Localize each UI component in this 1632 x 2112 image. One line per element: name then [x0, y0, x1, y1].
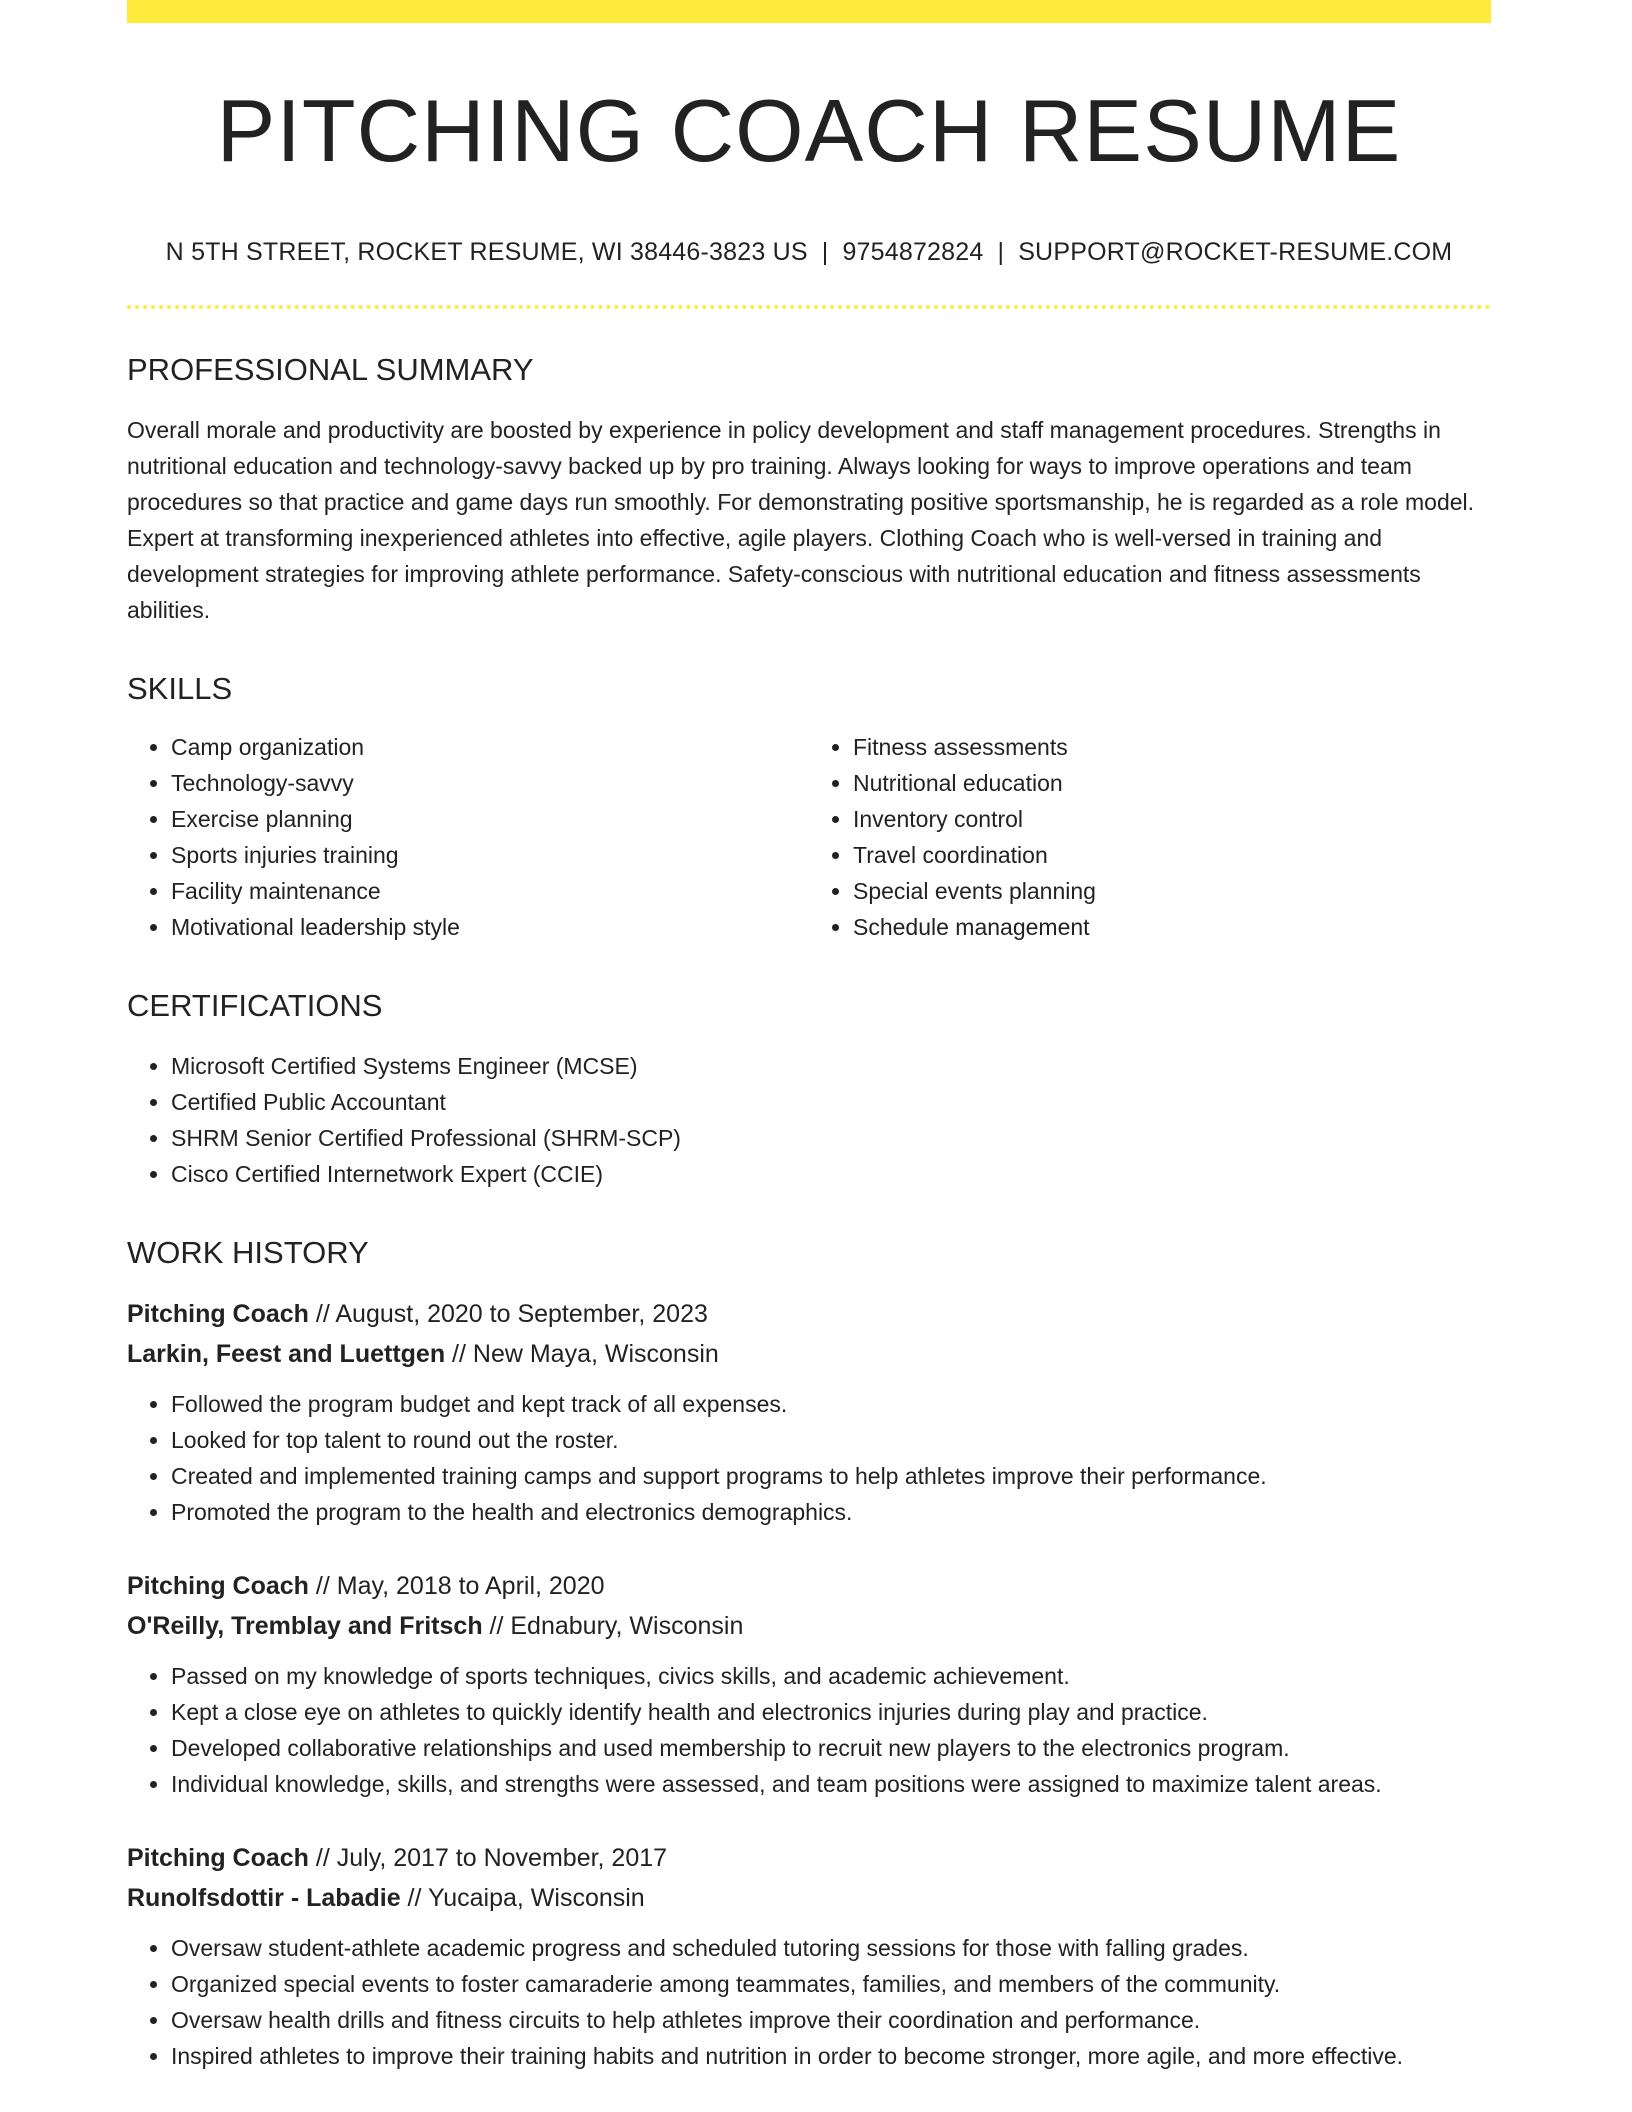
job-company: Runolfsdottir - Labadie	[127, 1883, 401, 1912]
job-bullet: • Passed on my knowledge of sports techniques, civics skills, and academic achievement.	[171, 1658, 1491, 1694]
skill-item: • Special events planning	[853, 873, 1491, 909]
work-history-section	[127, 1234, 1491, 2073]
job-company-line	[127, 1334, 1491, 1374]
resume-page	[127, 0, 1491, 2074]
skill-item: • Camp organization	[171, 729, 809, 765]
job-company-line	[127, 1606, 1491, 1646]
skill-item: • Exercise planning	[171, 801, 809, 837]
job-title-line	[127, 1566, 1491, 1606]
job-role: Pitching Coach	[127, 1843, 309, 1872]
certification-item: • SHRM Senior Certified Professional (SHRM-SCP)	[171, 1120, 1491, 1156]
dotted-divider	[127, 305, 1491, 309]
contact-address: N 5TH STREET, ROCKET RESUME, WI 38446-3823 US	[165, 237, 808, 266]
job-bullet: • Promoted the program to the health and electronics demographics.	[171, 1494, 1491, 1530]
summary-text: Overall morale and productivity are boosted by experience in policy development and staff management procedures. Strengths in nutritional education and technology-savvy backed up by pro training. Always looking for ways to improve operations and team procedures so that practice and game days run smoothly. For demonstrating positive sportsmanship, he is regarded as a role model. Expert at transforming inexperienced athletes into effective, agile players. Clothing Coach who is well-versed in training and development strategies for improving athlete performance. Safety-conscious with nutritional education and fitness assessments abilities.	[127, 416, 1475, 623]
job-entry	[127, 1294, 1491, 1530]
job-location: // New Maya, Wisconsin	[445, 1339, 719, 1368]
skills-list-left	[127, 729, 809, 945]
contact-separator: |	[821, 237, 829, 266]
job-bullet: • Followed the program budget and kept track of all expenses.	[171, 1386, 1491, 1422]
skill-item: • Motivational leadership style	[171, 909, 809, 945]
job-entry	[127, 1566, 1491, 1802]
resume-title: PITCHING COACH RESUME	[216, 81, 1402, 180]
job-bullet: • Kept a close eye on athletes to quickly identify health and electronics injuries during play and practice.	[171, 1694, 1491, 1730]
certifications-list	[127, 1048, 1491, 1192]
certification-item: • Microsoft Certified Systems Engineer (MCSE)	[171, 1048, 1491, 1084]
job-bullet: • Individual knowledge, skills, and strengths were assessed, and team positions were assigned to maximize talent areas.	[171, 1766, 1491, 1802]
skill-item: • Nutritional education	[853, 765, 1491, 801]
job-bullet: • Looked for top talent to round out the roster.	[171, 1422, 1491, 1458]
job-bullets	[127, 1930, 1491, 2074]
job-location: // Yucaipa, Wisconsin	[400, 1883, 645, 1912]
job-dates: // May, 2018 to April, 2020	[308, 1571, 605, 1600]
job-location: // Ednabury, Wisconsin	[482, 1611, 744, 1640]
job-role: Pitching Coach	[127, 1571, 309, 1600]
skill-item: • Facility maintenance	[171, 873, 809, 909]
skill-item: • Fitness assessments	[853, 729, 1491, 765]
job-entry	[127, 1838, 1491, 2074]
skill-item: • Inventory control	[853, 801, 1491, 837]
job-role: Pitching Coach	[127, 1299, 309, 1328]
job-bullets	[127, 1386, 1491, 1530]
job-dates: // August, 2020 to September, 2023	[308, 1299, 708, 1328]
skills-section	[127, 670, 1491, 945]
job-bullet: • Created and implemented training camps and support programs to help athletes improve their performance.	[171, 1458, 1491, 1494]
job-title-line	[127, 1294, 1491, 1334]
job-company: O'Reilly, Tremblay and Fritsch	[127, 1611, 483, 1640]
job-dates: // July, 2017 to November, 2017	[308, 1843, 668, 1872]
contact-line	[127, 238, 1491, 267]
section-title-summary: PROFESSIONAL SUMMARY	[127, 351, 534, 387]
job-bullet: • Inspired athletes to improve their training habits and nutrition in order to become stronger, more agile, and more effective.	[171, 2038, 1491, 2074]
skill-item: • Sports injuries training	[171, 837, 809, 873]
skills-list-right	[809, 729, 1491, 945]
professional-summary-section	[127, 351, 1491, 628]
job-bullets	[127, 1658, 1491, 1802]
job-company: Larkin, Feest and Luettgen	[127, 1339, 446, 1368]
skills-columns	[127, 729, 1491, 945]
section-title-certifications: CERTIFICATIONS	[127, 988, 383, 1024]
skill-item: • Schedule management	[853, 909, 1491, 945]
job-bullet: • Oversaw health drills and fitness circuits to help athletes improve their coordination and performance.	[171, 2002, 1491, 2038]
section-title-skills: SKILLS	[127, 670, 233, 706]
job-bullet: • Organized special events to foster camaraderie among teammates, families, and members of the community.	[171, 1966, 1491, 2002]
skill-item: • Technology-savvy	[171, 765, 809, 801]
certification-item: • Cisco Certified Internetwork Expert (CCIE)	[171, 1156, 1491, 1192]
skill-item: • Travel coordination	[853, 837, 1491, 873]
job-title-line	[127, 1838, 1491, 1878]
contact-separator: |	[997, 237, 1005, 266]
certifications-section	[127, 987, 1491, 1192]
contact-email: SUPPORT@ROCKET-RESUME.COM	[1018, 237, 1453, 266]
job-company-line	[127, 1878, 1491, 1918]
certification-item: • Certified Public Accountant	[171, 1084, 1491, 1120]
contact-phone: 9754872824	[842, 237, 984, 266]
job-bullet: • Oversaw student-athlete academic progress and scheduled tutoring sessions for those with falling grades.	[171, 1930, 1491, 1966]
section-title-work-history: WORK HISTORY	[127, 1235, 369, 1271]
accent-bar	[127, 0, 1491, 23]
job-bullet: • Developed collaborative relationships and used membership to recruit new players to the electronics program.	[171, 1730, 1491, 1766]
